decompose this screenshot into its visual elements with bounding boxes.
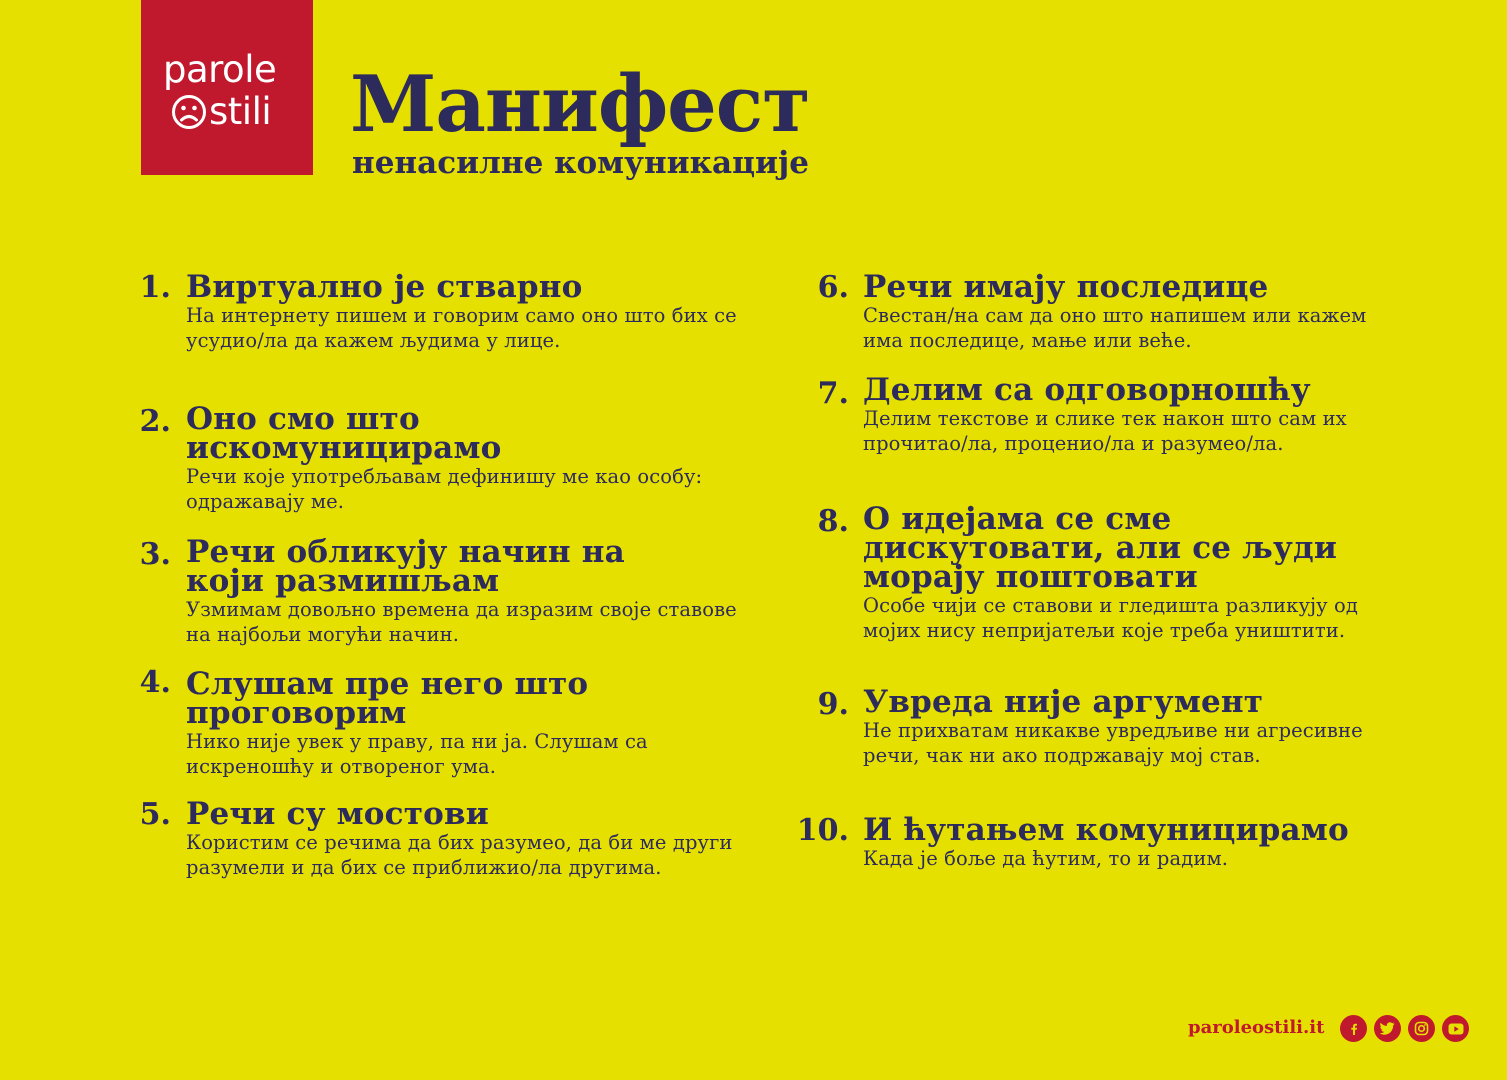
item-text: Особе чији се ставови и гледишта разликују од мојих нису непријатељи које треба уништити. [863,594,1358,642]
item-heading: Виртуално је стварно [186,269,583,305]
website-link[interactable]: paroleostili.it [1188,1017,1325,1038]
item-heading: Речи обликују начин на који размишљам [186,534,625,599]
sad-face-icon [171,94,207,130]
item-heading: Речи имају последице [863,269,1269,305]
item-number: 1. [139,270,171,305]
logo-text-stili: stili [209,90,272,133]
item-heading: И ћутањем комуницирамо [863,812,1349,848]
item-text: Не прихватам никакве увредљиве ни агресивне речи, чак ни ако подржавају мој став. [863,719,1363,767]
item-heading: Увреда није аргумент [863,684,1264,720]
item-heading: Слушам пре него што проговорим [186,666,589,731]
item-heading: Оно смо што искомуницирамо [186,401,502,466]
manifesto-item-1 [139,269,746,353]
item-heading: Речи су мостови [186,796,489,832]
manifesto-item-7 [817,372,1423,456]
item-number: 6. [817,270,849,305]
parole-ostili-logo [141,0,313,175]
twitter-icon[interactable] [1374,1015,1401,1042]
manifesto-item-9 [817,684,1423,768]
item-number: 3. [139,537,171,572]
item-number: 4. [139,665,171,700]
manifesto-item-8 [817,501,1423,643]
facebook-icon[interactable] [1340,1015,1367,1042]
item-number: 10. [796,813,849,848]
item-text: Када је боље да ћутим, то и радим. [863,847,1229,870]
manifesto-item-2 [139,401,746,514]
item-number: 7. [817,376,849,411]
page-subtitle: ненасилне комуникације [352,145,809,181]
manifesto-item-5 [139,796,746,880]
item-text: Користим се речима да бих разумео, да би ме други разумели и да бих се приближио/ла другима. [186,831,733,879]
item-text: Узмимам довољно времена да изразим своје ставове на најбољи могући начин. [186,598,737,646]
item-number: 8. [817,504,849,539]
item-text: Делим текстове и слике тек након што сам их прочитао/ла, проценио/ла и разумео/ла. [863,407,1347,455]
logo-text-stili-row [171,92,271,132]
logo-text-parole: parole [163,48,277,91]
item-number: 2. [139,404,171,439]
item-heading: Делим са одговорношћу [863,372,1311,408]
item-text: На интернету пишем и говорим само оно што бих се усудио/ла да кажем људима у лице. [186,304,737,352]
youtube-icon[interactable] [1442,1015,1469,1042]
item-number: 9. [817,687,849,722]
item-text: Речи које употребљавам дефинишу ме као особу: одражавају ме. [186,465,703,513]
manifesto-item-6 [817,269,1423,353]
item-text: Свестан/на сам да оно што напишем или кажем има последице, мање или веће. [863,304,1367,352]
item-text: Нико није увек у праву, па ни ја. Слушам са искреношћу и отвореног ума. [186,730,648,778]
manifesto-item-4 [139,665,746,779]
item-heading: О идејама се сме дискутовати, али се људи морају поштовати [863,501,1338,595]
item-number: 5. [139,797,171,832]
manifesto-item-10 [796,812,1423,871]
instagram-icon[interactable] [1408,1015,1435,1042]
manifesto-item-3 [139,534,746,647]
page-title: Манифест [350,59,810,150]
